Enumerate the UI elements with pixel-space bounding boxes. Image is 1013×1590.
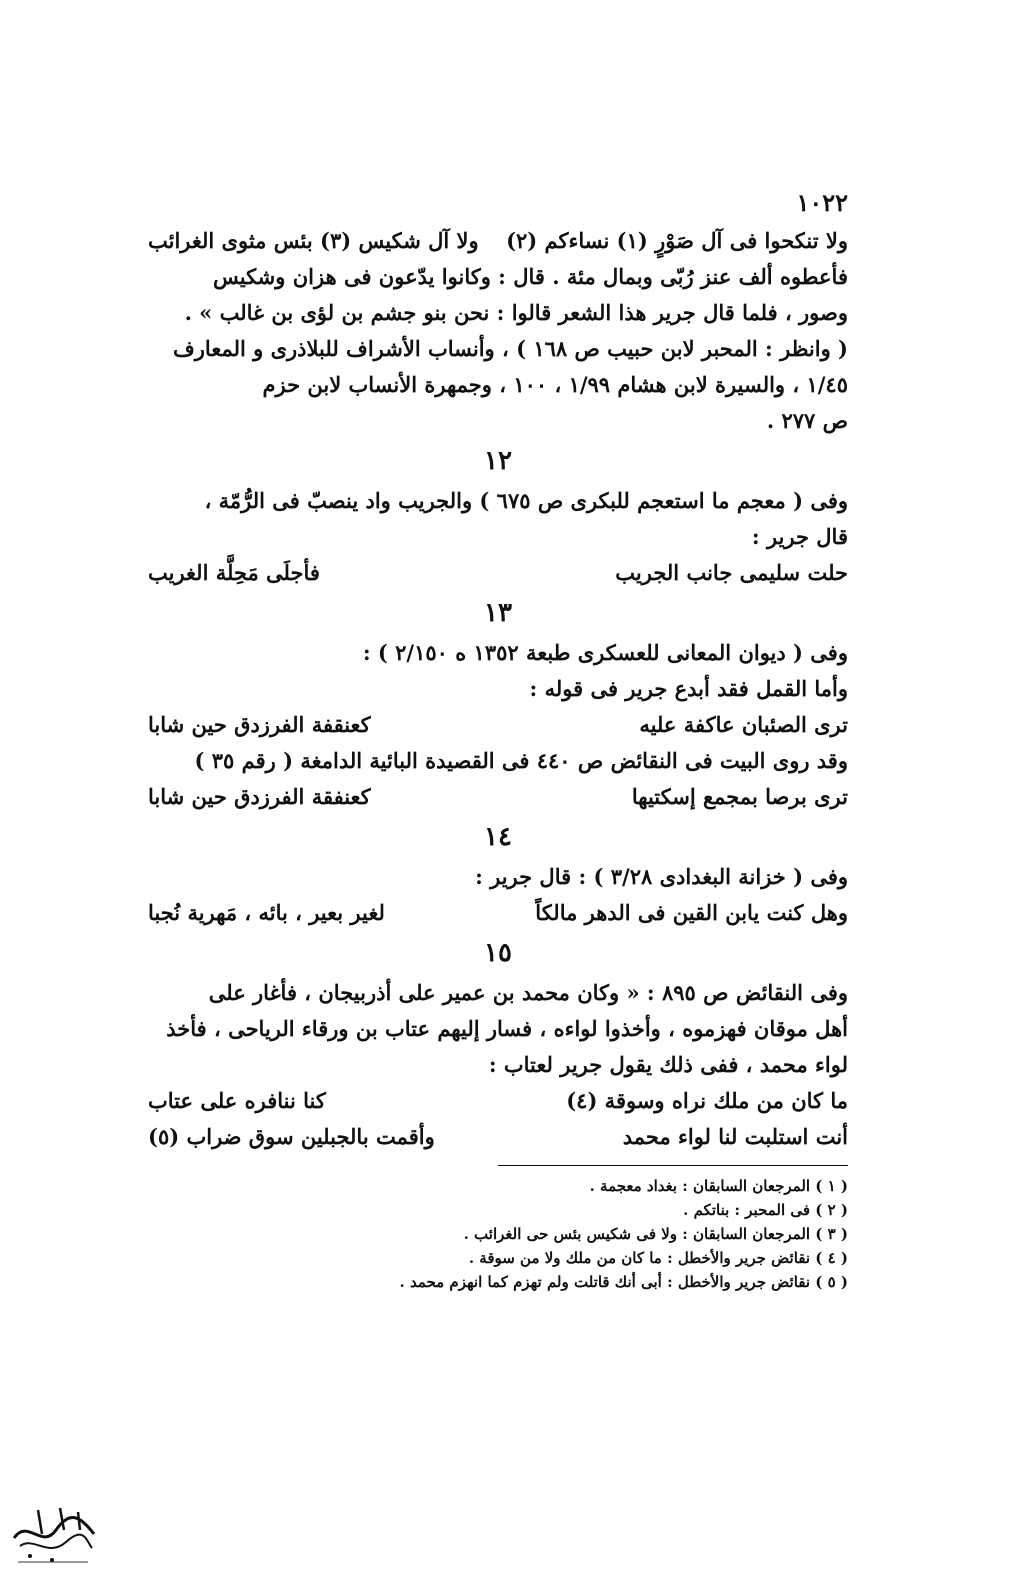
hemistich-first: ترى برصا بمجمع إسكتيها bbox=[631, 784, 848, 809]
hemistich-second: فأجلَى مَحِلَّة الغريب bbox=[148, 560, 320, 585]
verse-line bbox=[148, 223, 848, 259]
prose-line: وفى ( معجم ما استعجم للبكرى ص ٦٧٥ ) والجريب واد ينصبّ فى الرُّمّة ، bbox=[204, 488, 848, 513]
footnote-divider bbox=[498, 1165, 848, 1166]
footnote: ( ١ ) المرجعان السابقان : بغداد معجمة . bbox=[589, 1177, 848, 1195]
prose-line: وفى ( ديوان المعانى للعسكرى طبعة ١٣٥٢ ه ٢/١٥٠ ) : bbox=[362, 640, 848, 665]
hemistich-second: كعنقفة الفرزدق حين شابا bbox=[148, 712, 371, 737]
section-number: ١٢ bbox=[484, 446, 512, 476]
hemistich-first: ولا تنكحوا فى آل صَوْرٍ (١) نساءكم (٢) bbox=[506, 228, 848, 253]
calligraphic-stamp bbox=[8, 1500, 100, 1570]
prose-line: وفى ( خزانة البغدادى ٣/٢٨ ) : قال جرير : bbox=[475, 864, 848, 889]
prose-line: وصور ، فلما قال جرير هذا الشعر قالوا : نحن بنو جشم بن لؤى بن غالب » . bbox=[184, 300, 848, 325]
footnote: ( ٢ ) فى المحبر : بناتكم . bbox=[683, 1201, 848, 1219]
prose-line: ( وانظر : المحبر لابن حبيب ص ١٦٨ ) ، وأنساب الأشراف للبلاذرى و المعارف bbox=[173, 336, 848, 361]
hemistich-first: ما كان من ملك نراه وسوقة (٤) bbox=[566, 1088, 848, 1113]
stamp-calligraphy-icon bbox=[8, 1500, 100, 1570]
verse-line bbox=[148, 555, 848, 591]
hemistich-second: وأقمت بالجبلين سوق ضراب (٥) bbox=[148, 1124, 435, 1149]
footnote: ( ٤ ) نقائض جرير والأخطل : ما كان من ملك ولا من سوقة . bbox=[468, 1249, 848, 1267]
prose-line: وأما القمل فقد أبدع جرير فى قوله : bbox=[529, 676, 848, 701]
hemistich-first: حلت سليمى جانب الجريب bbox=[615, 560, 848, 585]
hemistich-first: وهل كنت يابن القين فى الدهر مالكاً bbox=[535, 900, 848, 925]
hemistich-second: لغير بعير ، بائه ، مَهرية نُجبا bbox=[148, 900, 385, 925]
verse-line bbox=[148, 1083, 848, 1119]
section-number: ١٥ bbox=[484, 938, 512, 968]
hemistich-second: ولا آل شكيس (٣) بئس مثوى الغرائب bbox=[148, 228, 479, 253]
verse-line bbox=[148, 1119, 848, 1155]
hemistich-second: كعنفقة الفرزدق حين شابا bbox=[148, 784, 371, 809]
page-number: ١٠٢٢ bbox=[796, 188, 848, 217]
section-number: ١٣ bbox=[484, 598, 512, 628]
hemistich-second: كنا ننافره على عتاب bbox=[148, 1088, 326, 1113]
verse-line bbox=[148, 707, 848, 743]
prose-line: أهل موقان فهزموه ، وأخذوا لواءه ، فسار إليهم عتاب بن ورقاء الرياحى ، فأخذ bbox=[166, 1016, 848, 1041]
hemistich-first: أنت استلبت لنا لواء محمد bbox=[622, 1124, 848, 1149]
prose-line: وقد روى البيت فى النقائض ص ٤٤٠ فى القصيدة البائية الدامغة ( رقم ٣٥ ) bbox=[194, 748, 848, 773]
prose-line: لواء محمد ، ففى ذلك يقول جرير لعتاب : bbox=[488, 1052, 848, 1077]
footnotes bbox=[148, 1174, 848, 1294]
verse-line bbox=[148, 779, 848, 815]
footnote: ( ٥ ) نقائض جرير والأخطل : أبى أنك قاتلت ولم تهزم كما انهزم محمد . bbox=[399, 1273, 848, 1291]
footnote: ( ٣ ) المرجعان السابقان : ولا فى شكيس بئس حى الغرائب . bbox=[463, 1225, 848, 1243]
prose-line: ص ٢٧٧ . bbox=[766, 408, 848, 433]
prose-line: فأعطوه ألف عنز رُبّى وبمال مئة . قال : وكانوا يدّعون فى هزان وشكيس bbox=[212, 264, 848, 289]
prose-line: قال جرير : bbox=[751, 524, 848, 549]
hemistich-first: ترى الصئبان عاكفة عليه bbox=[639, 712, 848, 737]
prose-line: ١/٤٥ ، والسيرة لابن هشام ١/٩٩ ، ١٠٠ ، وجمهرة الأنساب لابن حزم bbox=[262, 372, 848, 397]
document-page bbox=[148, 185, 848, 1294]
verse-line bbox=[148, 895, 848, 931]
prose-line: وفى النقائض ص ٨٩٥ : « وكان محمد بن عمير على أذربيجان ، فأغار على bbox=[208, 980, 848, 1005]
section-number: ١٤ bbox=[484, 822, 512, 852]
